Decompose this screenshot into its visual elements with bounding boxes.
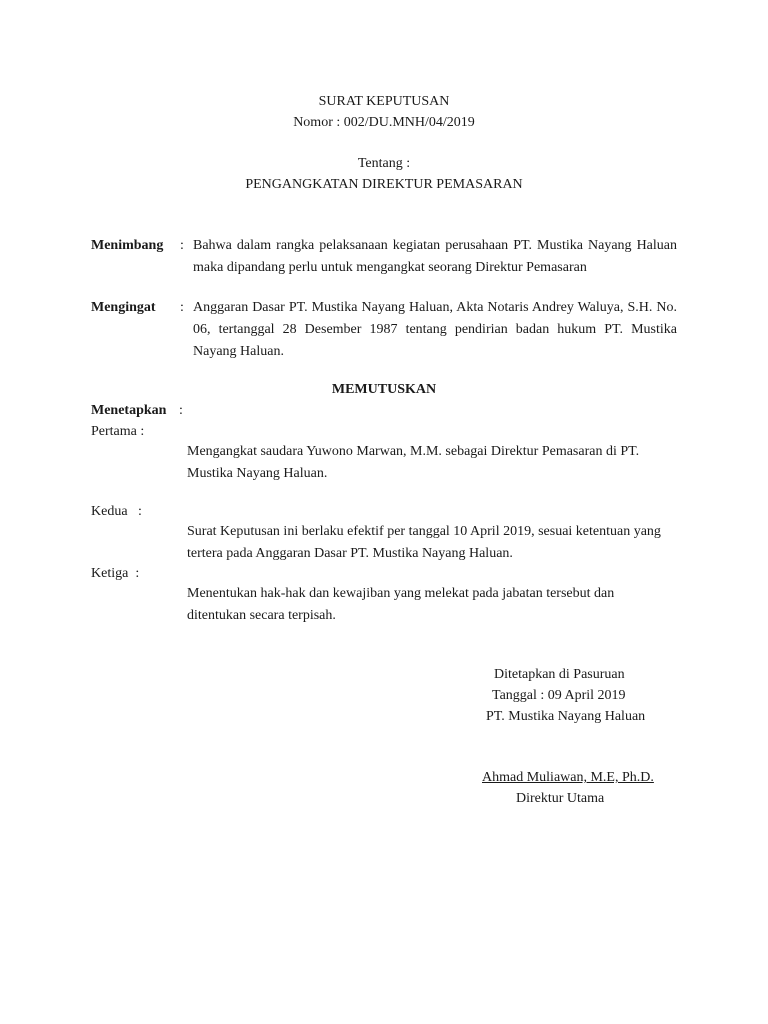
signatory-name: Ahmad Muliawan, M.E, Ph.D.	[482, 770, 654, 785]
second-item-text: Surat Keputusan ini berlaku efektif per tanggal 10 April 2019, sesuai ketentuan yang tertera pada Anggaran Dasar PT. Mustika Nayang Haluan.	[187, 524, 661, 561]
signature-date: Tanggal : 09 April 2019	[492, 688, 626, 703]
signature-place: Ditetapkan di Pasuruan	[494, 667, 625, 682]
considering-colon: :	[180, 238, 184, 253]
second-item-label: Kedua :	[91, 504, 142, 519]
decision-heading: MEMUTUSKAN	[331, 382, 437, 397]
third-item-text: Menentukan hak-hak dan kewajiban yang melekat pada jabatan tersebut dan ditentukan secara terpisah.	[187, 586, 615, 623]
recalling-colon: :	[180, 300, 184, 315]
establish-colon: :	[179, 403, 183, 418]
document-number: Nomor : 002/DU.MNH/04/2019	[293, 115, 475, 130]
document-subject: PENGANGKATAN DIREKTUR PEMASARAN	[245, 177, 523, 192]
considering-text: Bahwa dalam rangka pelaksanaan kegiatan perusahaan PT. Mustika Nayang Haluan maka dipandang perlu untuk mengangkat seorang Direktur Pemasaran	[193, 238, 677, 275]
recalling-label: Mengingat	[91, 300, 156, 315]
signature-company: PT. Mustika Nayang Haluan	[486, 709, 646, 724]
first-item-text: Mengangkat saudara Yuwono Marwan, M.M. sebagai Direktur Pemasaran di PT. Mustika Nayang Haluan.	[187, 444, 640, 481]
about-label: Tentang :	[357, 156, 411, 171]
establish-label: Menetapkan	[91, 403, 167, 418]
considering-label: Menimbang	[91, 238, 164, 253]
document-title: SURAT KEPUTUSAN	[318, 94, 450, 109]
recalling-text: Anggaran Dasar PT. Mustika Nayang Haluan, Akta Notaris Andrey Waluya, S.H. No. 06, tertanggal 28 Desember 1987 tentang pendirian badan hukum PT. Mustika Nayang Haluan.	[193, 300, 677, 359]
signatory-position: Direktur Utama	[516, 791, 605, 806]
third-item-label: Ketiga :	[91, 566, 140, 581]
first-item-label: Pertama :	[91, 424, 145, 439]
